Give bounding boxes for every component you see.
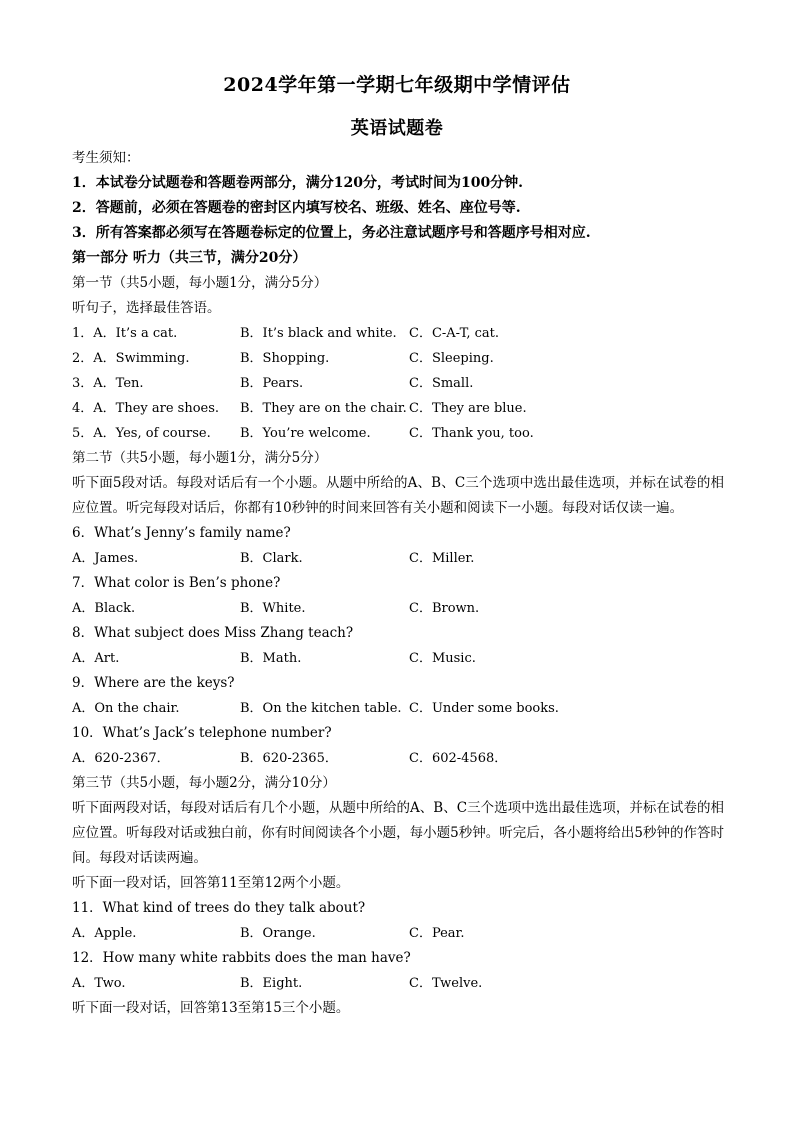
option-c: C．Twelve. bbox=[409, 976, 483, 991]
section1-heading: 第一节（共5小题，每小题1分，满分5分） bbox=[72, 275, 328, 291]
option-c: C．C-A-T, cat. bbox=[409, 326, 500, 341]
notice-heading: 考生须知： bbox=[72, 150, 140, 166]
option-b: B．You’re welcome. bbox=[240, 426, 371, 441]
option-a: A．620-2367． bbox=[72, 751, 170, 766]
option-c: C．602-4568． bbox=[409, 751, 508, 766]
question-row bbox=[72, 746, 724, 771]
notice-item: 1．本试卷分试题卷和答题卷两部分，满分120分，考试时间为100分钟. bbox=[72, 175, 524, 191]
option-c: C．They are blue. bbox=[409, 401, 527, 416]
question-row bbox=[72, 371, 724, 396]
option-a: A．Art. bbox=[72, 651, 120, 666]
option-a: 1．A．It’s a cat. bbox=[72, 326, 178, 341]
question-row bbox=[72, 596, 724, 621]
option-c: C．Pear. bbox=[409, 926, 465, 941]
question-row bbox=[72, 546, 724, 571]
option-c: C．Miller. bbox=[409, 551, 475, 566]
notice-item: 3．所有答案都必须写在答题卷标定的位置上，务必注意试题序号和答题序号相对应. bbox=[72, 225, 591, 241]
question-stem: 9．Where are the keys? bbox=[72, 675, 235, 691]
section3-heading: 第三节（共5小题，每小题2分，满分10分） bbox=[72, 775, 336, 791]
option-a: A．Two. bbox=[72, 976, 126, 991]
option-b: B．They are on the chair. bbox=[240, 401, 407, 416]
question-row bbox=[72, 346, 724, 371]
option-b: B．Clark. bbox=[240, 551, 303, 566]
option-b: B．Shopping. bbox=[240, 351, 330, 366]
question-row bbox=[72, 921, 724, 946]
question-stem: 11．What kind of trees do they talk about? bbox=[72, 900, 366, 916]
notice-item: 2．答题前，必须在答题卷的密封区内填写校名、班级、姓名、座位号等. bbox=[72, 200, 521, 216]
option-a: 4．A．They are shoes. bbox=[72, 401, 220, 416]
option-b: B．White. bbox=[240, 601, 306, 616]
question-stem: 12．How many white rabbits does the man have? bbox=[72, 950, 411, 966]
part1-heading: 第一部分 听力（共三节，满分20分） bbox=[72, 250, 307, 266]
exam-subtitle: 英语试题卷 bbox=[350, 118, 444, 139]
question-row bbox=[72, 646, 724, 671]
question-stem: 6．What’s Jenny’s family name? bbox=[72, 525, 291, 541]
option-c: C．Music. bbox=[409, 651, 476, 666]
option-b: B．Math. bbox=[240, 651, 302, 666]
section2-heading: 第二节（共5小题，每小题1分，满分5分） bbox=[72, 450, 328, 466]
question-row bbox=[72, 696, 724, 721]
section2-instruction: 听下面5段对话。每段对话后有一个小题。从题中所给的A、B、C三个选项中选出最佳选项，并标在试卷的相应位置。听完每段对话后，你都有10秒钟的时间来回答有关小题和阅读下一小题。每段对话仅读一遍。 bbox=[72, 475, 724, 516]
option-c: C．Small. bbox=[409, 376, 474, 391]
option-c: C．Brown. bbox=[409, 601, 480, 616]
option-a: A．On the chair. bbox=[72, 701, 180, 716]
section3-instruction: 听下面两段对话，每段对话后有几个小题，从题中所给的A、B、C三个选项中选出最佳选项，并标在试卷的相应位置。听每段对话或独白前，你有时间阅读各个小题，每小题5秒钟。听完后，各小题将给出5秒钟的作答时间。每段对话读两遍。 bbox=[72, 800, 724, 866]
question-row bbox=[72, 396, 724, 421]
option-a: A．James. bbox=[72, 551, 139, 566]
dialogue-intro: 听下面一段对话，回答第11至第12两个小题。 bbox=[72, 875, 350, 891]
option-c: C．Under some books. bbox=[409, 701, 559, 716]
exam-content bbox=[72, 146, 724, 1021]
question-row bbox=[72, 971, 724, 996]
question-stem: 8．What subject does Miss Zhang teach? bbox=[72, 625, 354, 641]
option-a: 5．A．Yes, of course. bbox=[72, 426, 211, 441]
option-b: B．620-2365． bbox=[240, 751, 338, 766]
option-b: B．On the kitchen table. bbox=[240, 701, 402, 716]
question-stem: 7．What color is Ben’s phone? bbox=[72, 575, 281, 591]
option-b: B．Pears. bbox=[240, 376, 304, 391]
option-a: A．Apple. bbox=[72, 926, 137, 941]
exam-title: 2024学年第一学期七年级期中学情评估 bbox=[223, 74, 571, 96]
option-c: C．Sleeping. bbox=[409, 351, 494, 366]
option-b: B．Orange. bbox=[240, 926, 316, 941]
question-row bbox=[72, 321, 724, 346]
option-a: A．Black. bbox=[72, 601, 136, 616]
option-c: C．Thank you, too. bbox=[409, 426, 534, 441]
question-stem: 10．What’s Jack’s telephone number? bbox=[72, 725, 332, 741]
dialogue-intro: 听下面一段对话，回答第13至第15三个小题。 bbox=[72, 1000, 350, 1016]
option-b: B．Eight. bbox=[240, 976, 303, 991]
section1-instruction: 听句子，选择最佳答语。 bbox=[72, 300, 221, 316]
option-a: 3．A．Ten. bbox=[72, 376, 144, 391]
option-b: B．It’s black and white. bbox=[240, 326, 397, 341]
question-row bbox=[72, 421, 724, 446]
option-a: 2．A．Swimming. bbox=[72, 351, 190, 366]
